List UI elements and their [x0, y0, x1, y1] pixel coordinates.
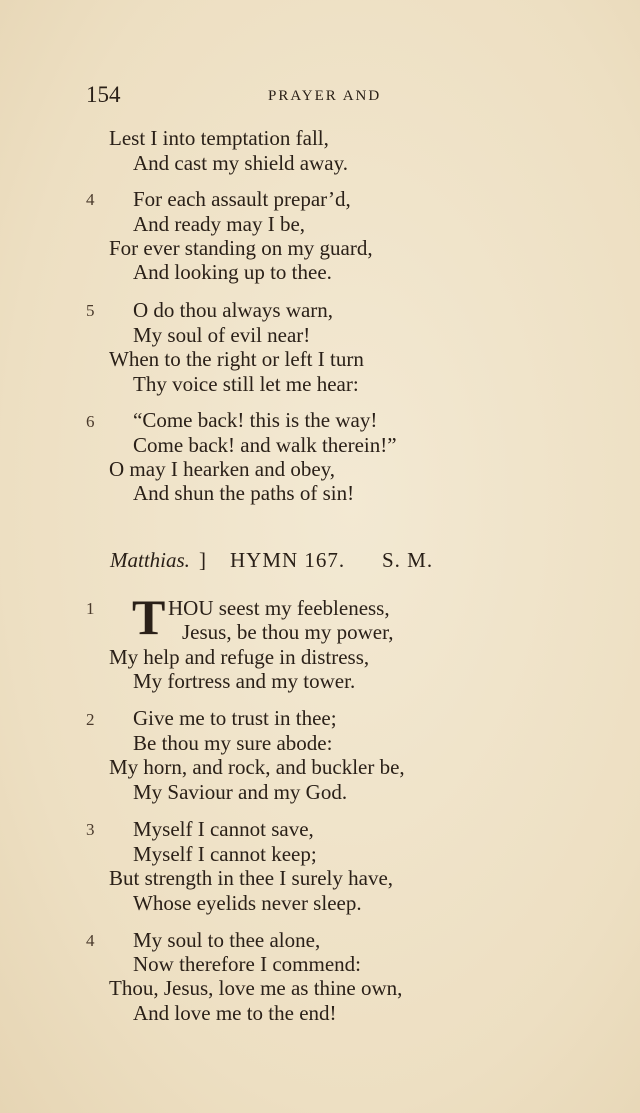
- verse-line: My fortress and my tower.: [133, 669, 356, 693]
- page-header: [0, 82, 640, 112]
- verse-number: 2: [86, 710, 95, 729]
- verse-line: And shun the paths of sin!: [133, 481, 355, 505]
- verse-line: Myself I cannot keep;: [133, 842, 317, 866]
- verse-number: 4: [86, 190, 95, 209]
- hymn-heading: [0, 548, 640, 578]
- verse-line: Jesus, be thou my power,: [182, 620, 394, 644]
- verse-line: But strength in thee I surely have,: [109, 866, 394, 890]
- verse-line: Now therefore I commend:: [133, 952, 361, 976]
- running-head: PRAYER AND: [268, 88, 382, 104]
- verse-line: Myself I cannot save,: [133, 817, 314, 841]
- verse-line: Thy voice still let me hear:: [133, 372, 359, 396]
- verse-line: My Saviour and my God.: [133, 780, 348, 804]
- verse-line: And looking up to thee.: [133, 260, 332, 284]
- verse-line: And love me to the end!: [133, 1001, 337, 1025]
- verse-line: My help and refuge in distress,: [109, 645, 370, 669]
- verse-line: When to the right or left I turn: [109, 347, 364, 371]
- verse-line: And ready may I be,: [133, 212, 306, 236]
- verse-line: Thou, Jesus, love me as thine own,: [109, 976, 403, 1000]
- verse-line: O may I hearken and obey,: [109, 457, 336, 481]
- verse-line: My soul of evil near!: [133, 323, 311, 347]
- verse-line: Give me to trust in thee;: [133, 706, 337, 730]
- verse-line: HOU seest my feebleness,: [168, 596, 390, 620]
- verse-number: 3: [86, 820, 95, 839]
- verse-line: My soul to thee alone,: [133, 928, 321, 952]
- verse-line: For ever standing on my guard,: [109, 236, 373, 260]
- verse-line: And cast my shield away.: [133, 151, 349, 175]
- tune-bracket: ]: [199, 548, 206, 572]
- verse-line: My horn, and rock, and buckler be,: [109, 755, 405, 779]
- tune-name: Matthias.: [110, 548, 190, 572]
- verse-line: Lest I into temptation fall,: [109, 126, 329, 150]
- verse-number: 5: [86, 301, 95, 320]
- verse-line: O do thou always warn,: [133, 298, 334, 322]
- verse-line: For each assault prepar’d,: [133, 187, 351, 211]
- verse-line: Be thou my sure abode:: [133, 731, 333, 755]
- verse-line: “Come back! this is the way!: [133, 408, 378, 432]
- verse-number: 1: [86, 599, 95, 618]
- page-number: 154: [86, 82, 121, 107]
- hymn-title: HYMN 167.: [230, 548, 346, 572]
- verse-line: Come back! and walk therein!”: [133, 433, 397, 457]
- verse-line: Whose eyelids never sleep.: [133, 891, 362, 915]
- verse-number: 6: [86, 412, 95, 431]
- verse-number: 4: [86, 931, 95, 950]
- hymn-meter: S. M.: [382, 548, 434, 572]
- drop-cap: T: [132, 589, 166, 645]
